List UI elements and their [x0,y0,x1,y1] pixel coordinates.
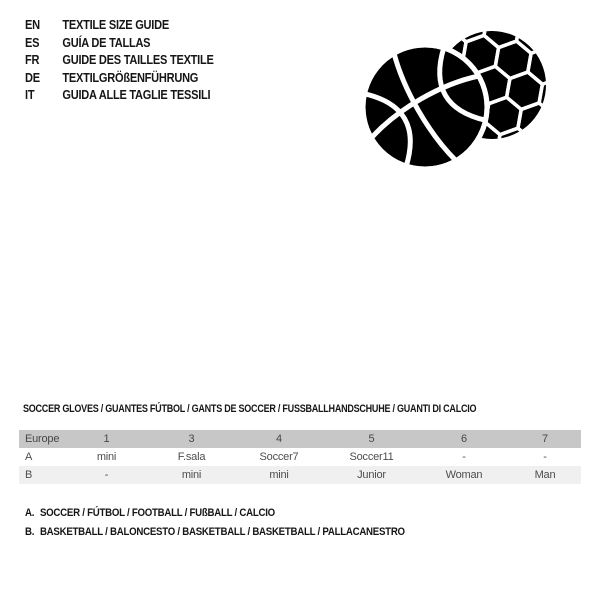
header-cell-size: 1 [103,433,110,445]
size-table [19,430,581,484]
value-cell: Soccer7 [259,451,299,463]
table-row-a [19,448,581,466]
footnote-b [25,522,405,541]
header-cell-region: Europe [25,433,60,445]
value-cell: mini [181,469,202,481]
note-label: A. [25,506,35,519]
size-table-title: SOCCER GLOVES / GUANTES FÚTBOL / GANTS DE SOCCER / FUSSBALLHANDSCHUHE / GUANTI DI CALCIO [23,403,477,415]
row-label-cell: A [25,451,33,463]
header-cell-size: 3 [188,433,195,445]
header-cell-size: 7 [542,433,548,445]
header-cell-size: 4 [276,433,282,445]
language-code: DE [25,69,40,85]
row-label-cell: B [25,469,33,481]
value-cell: Man [534,469,556,481]
table-header-row [19,430,581,448]
language-code: EN [25,17,40,33]
value-cell: - [543,451,547,463]
language-code: ES [25,34,40,50]
header-cell-size: 5 [368,433,375,445]
language-legend [25,16,247,104]
footnotes [25,503,457,541]
value-cell: Woman [445,469,483,481]
legend-row-es [25,34,214,52]
footnote-a [25,503,405,522]
note-text: BASKETBALL / BALONCESTO / BASKETBALL / BASKETBALL / PALLACANESTRO [39,525,405,538]
language-code: FR [25,52,40,68]
value-cell: - [104,469,109,481]
value-cell: - [462,451,466,463]
value-cell: Junior [357,469,386,481]
header-cell-size: 6 [461,433,467,445]
language-label: GUIDE DES TAILLES TEXTILE [62,52,214,68]
note-text: SOCCER / FÚTBOL / FOOTBALL / FUßBALL / CALCIO [39,506,275,519]
value-cell: mini [96,451,117,463]
legend-row-en [25,16,214,34]
value-cell: F.sala [177,451,206,463]
value-cell: Soccer11 [349,451,394,463]
legend-row-fr [25,51,214,69]
table-row-b [19,466,581,484]
language-label: TEXTILE SIZE GUIDE [62,17,169,33]
legend-row-de [25,69,214,87]
language-label: TEXTILGRÖßENFÜHRUNG [62,69,199,85]
language-label: GUIDA ALLE TAGLIE TESSILI [62,87,211,103]
balls-illustration [352,8,552,183]
language-label: GUÍA DE TALLAS [62,34,151,50]
value-cell: mini [269,469,289,481]
language-code: IT [25,87,35,103]
legend-row-it [25,86,214,104]
note-label: B. [25,525,35,538]
